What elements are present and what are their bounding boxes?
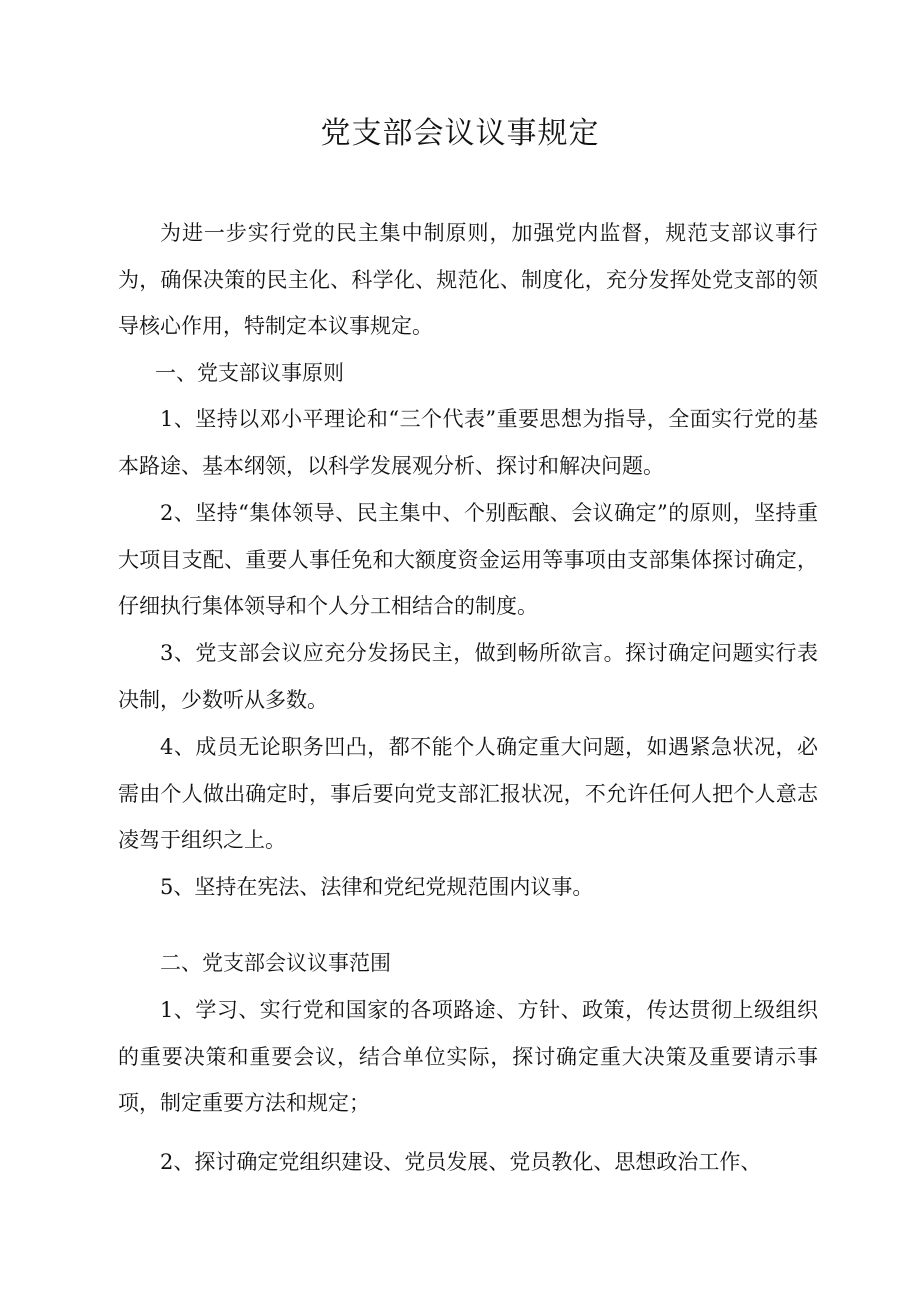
document-title: 党支部会议议事规定: [320, 116, 600, 151]
section-1-item-2: 2、坚持“集体领导、民主集中、个别酝酿、会议确定”的原则，坚持重大项目支配、重要人事任免和大额度资金运用等事项由支部集体探讨确定，仔细执行集体领导和个人分工相结合的制度。: [118, 501, 818, 618]
section-1-item-4: 4、成员无论职务凹凸，都不能个人确定重大问题，如遇紧急状况，必需由个人做出确定时，事后要向党支部汇报状况，不允许任何人把个人意志凌驾于组织之上。: [118, 735, 818, 852]
section-2-heading: 二、党支部会议议事范围: [160, 951, 391, 975]
section-1-item-1: 1、坚持以邓小平理论和“三个代表”重要思想为指导，全面实行党的基本路途、基本纲领，以科学发展观分析、探讨和解决问题。: [118, 407, 818, 478]
section-1-item-5: 5、坚持在宪法、法律和党纪党规范围内议事。: [160, 875, 594, 899]
section-1-item-3: 3、党支部会议应充分发扬民主，做到畅所欲言。探讨确定问题实行表决制，少数听从多数。: [118, 641, 818, 712]
section-2-item-2: 2、探讨确定党组织建设、党员发展、党员教化、思想政治工作、: [160, 1150, 762, 1174]
section-1-heading: 一、党支部议事原则: [155, 361, 344, 385]
intro-paragraph: 为进一步实行党的民主集中制原则，加强党内监督，规范支部议事行为，确保决策的民主化、科学化、规范化、制度化，充分发挥处党支部的领导核心作用，特制定本议事规定。: [118, 221, 818, 338]
section-2-item-1: 1、学习、实行党和国家的各项路途、方针、政策，传达贯彻上级组织的重要决策和重要会议，结合单位实际，探讨确定重大决策及重要请示事项，制定重要方法和规定；: [118, 998, 818, 1115]
